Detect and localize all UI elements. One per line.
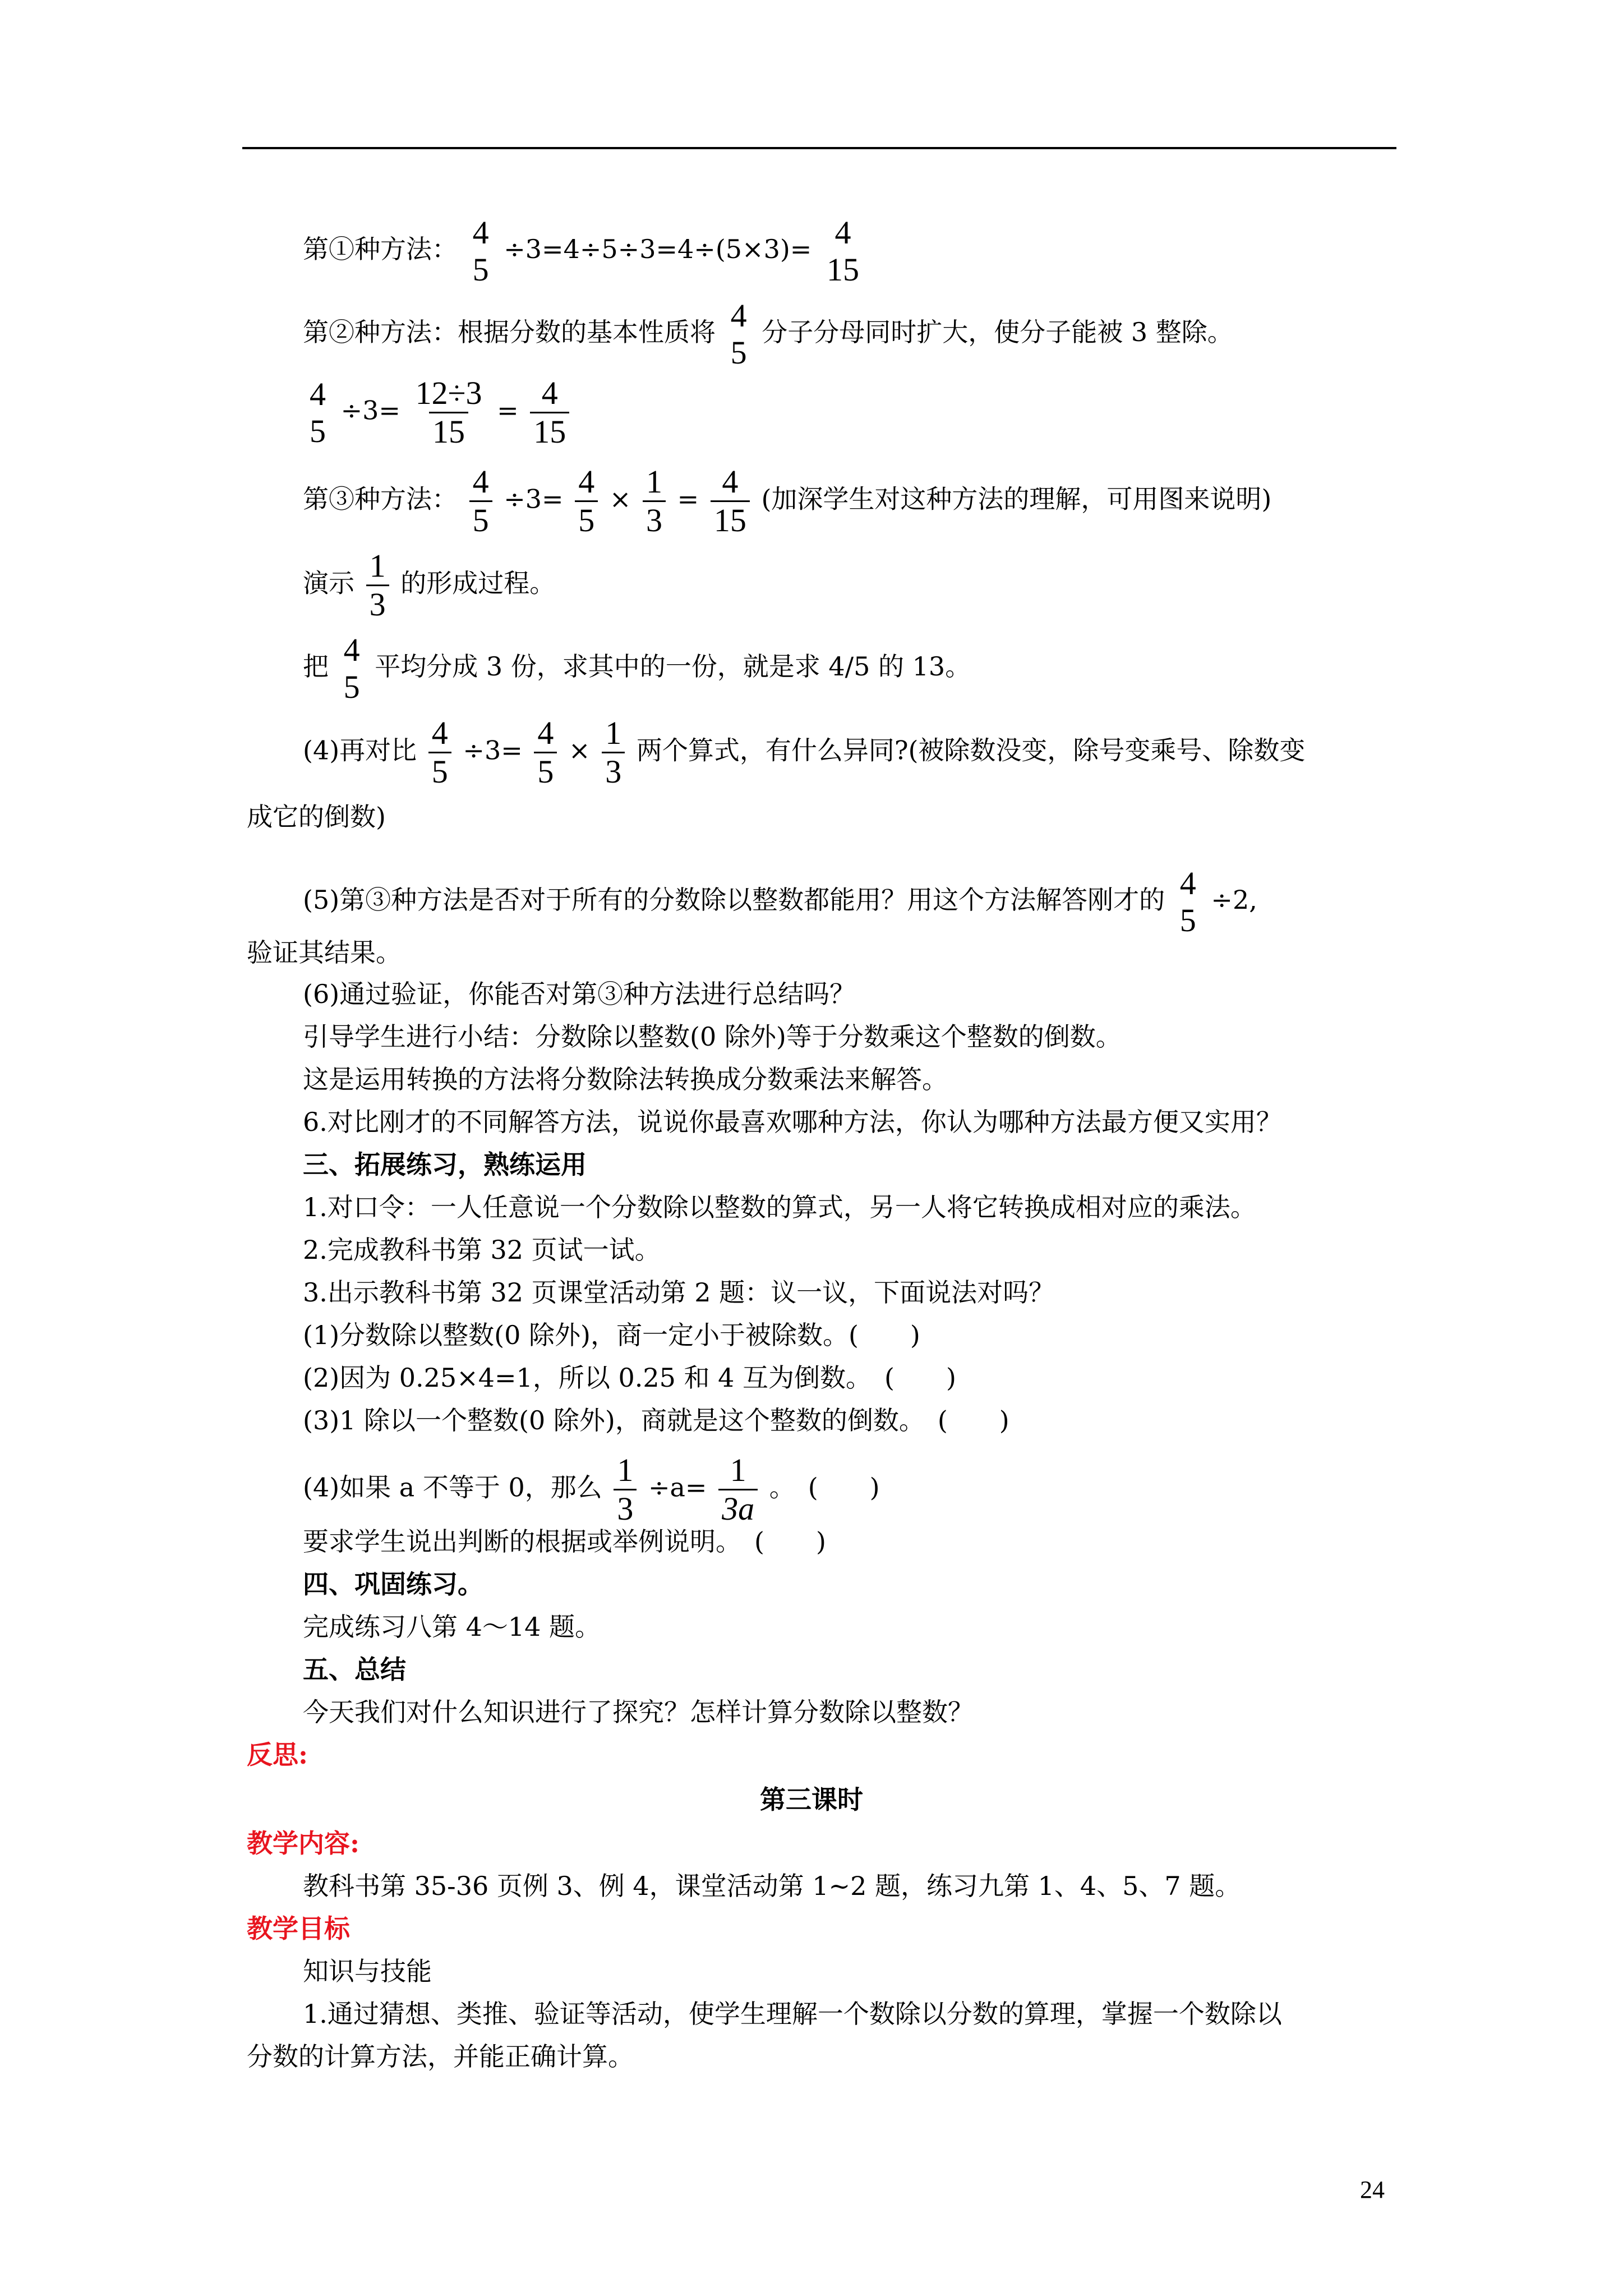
fraction: [602, 715, 625, 790]
fraction: [530, 375, 569, 450]
numerator: 1: [730, 1452, 746, 1488]
content-label: 教学内容:: [247, 1828, 359, 1858]
exercise-3: 3.出示教科书第 32 页课堂活动第 2 题：议一议，下面说法对吗？: [303, 1277, 1055, 1308]
text: (4)再对比: [303, 735, 417, 766]
skill-label: 知识与技能: [303, 1956, 432, 1986]
judge-3: (3)1 除以一个整数(0 除外)，商就是这个整数的倒数。 ( ): [303, 1405, 1009, 1435]
question-5: [303, 865, 1257, 939]
operator: ×: [569, 735, 591, 766]
summary-note: 这是运用转换的方法将分数除法转换成分数乘法来解答。: [303, 1064, 948, 1094]
operator: ÷a=: [648, 1472, 707, 1503]
operator: =: [497, 395, 519, 426]
denominator: 3: [602, 752, 625, 790]
numerator: 4: [472, 463, 489, 500]
question-4: [303, 715, 1305, 790]
numerator: 4: [541, 375, 558, 411]
operator: ÷3=: [463, 735, 523, 766]
numerator: 1: [617, 1452, 634, 1488]
expression: ÷3=4÷5÷3=4÷(5×3)=: [504, 234, 812, 264]
method-1: [303, 214, 866, 288]
content-text: 教科书第 35-36 页例 3、例 4，课堂活动第 1~2 题，练习九第 1、4、5、7 题。: [303, 1871, 1241, 1901]
text: 平均分成 3 份，求其中的一份，就是求 4/5 的 13。: [375, 651, 971, 682]
numerator: 4: [310, 375, 326, 412]
reflection-label: 反思:: [247, 1740, 308, 1770]
fraction: [469, 214, 492, 288]
numerator: 4: [431, 715, 448, 751]
fraction: [614, 1452, 637, 1527]
text: 两个算式，有什么异同?(被除数没变，除号变乘号、除数变: [636, 735, 1306, 766]
fraction: [428, 715, 451, 790]
fraction: [306, 376, 329, 450]
question-5-continued: 验证其结果。: [247, 937, 402, 968]
numerator: 1: [646, 463, 663, 500]
numerator: 4: [1179, 865, 1196, 901]
operator: ÷3=: [340, 395, 400, 426]
exercise-2: 2.完成教科书第 32 页试一试。: [303, 1235, 661, 1265]
header-rule: [242, 147, 1396, 149]
section-heading-5: 五、总结: [303, 1654, 406, 1685]
section-heading-3: 三、拓展练习，熟练运用: [303, 1149, 587, 1180]
numerator: 4: [730, 297, 747, 334]
numerator: 12÷3: [415, 375, 482, 411]
denominator: 5: [469, 500, 492, 539]
fraction: [469, 463, 492, 539]
denominator: 3: [614, 1489, 637, 1527]
numerator: 4: [578, 463, 595, 500]
numerator: 1: [605, 715, 622, 751]
denominator: 15: [530, 412, 569, 450]
page-number: 24: [1360, 2176, 1385, 2203]
numerator: 4: [343, 632, 360, 668]
numerator: 4: [537, 715, 554, 751]
text: 分子分母同时扩大，使分子能被 3 整除。: [762, 317, 1233, 347]
fraction: [727, 297, 750, 371]
text: 演示: [303, 568, 354, 599]
text: ÷2,: [1211, 885, 1257, 915]
fraction: [340, 632, 363, 706]
operator: ÷3=: [504, 484, 564, 514]
section-heading-4: 四、巩固练习。: [303, 1569, 483, 1599]
text: 把: [303, 651, 329, 682]
text: 。 ( ): [769, 1472, 880, 1503]
question-4-continued: 成它的倒数): [247, 802, 386, 832]
denominator: 15: [826, 251, 859, 288]
split-line: [303, 632, 971, 706]
method-2-calc: [303, 375, 573, 450]
denominator: 5: [1179, 902, 1196, 938]
method-3-label: 第③种方法：: [303, 484, 458, 514]
denominator: 5: [310, 412, 326, 449]
fraction: [1177, 865, 1200, 939]
fraction: [643, 463, 666, 539]
demo-line: [303, 547, 555, 623]
denominator: 15: [711, 500, 750, 539]
denominator: 5: [472, 251, 489, 288]
denominator: 5: [534, 752, 557, 790]
compare-methods: 6.对比刚才的不同解答方法，说说你最喜欢哪种方法，你认为哪种方法最方便又实用？: [303, 1107, 1282, 1137]
exercise-8: 完成练习八第 4～14 题。: [303, 1612, 601, 1642]
fraction: [575, 463, 598, 539]
denominator: 5: [343, 669, 360, 705]
fraction: [823, 214, 863, 288]
denominator: 3: [643, 500, 666, 539]
lesson-title: 第三课时: [760, 1784, 863, 1815]
exercise-1: 1.对口令：一人任意说一个分数除以整数的算式，另一人将它转换成相对应的乘法。: [303, 1192, 1256, 1222]
fraction: [366, 547, 389, 623]
judge-4: [303, 1452, 880, 1527]
operator: =: [677, 484, 699, 514]
text: 第②种方法：根据分数的基本性质将: [303, 317, 716, 347]
judge-2: (2)因为 0.25×4=1，所以 0.25 和 4 互为倒数。 ( ): [303, 1363, 956, 1393]
method-1-label: 第①种方法：: [303, 234, 458, 264]
fraction: [718, 1452, 758, 1527]
numerator: 4: [472, 214, 489, 251]
method-2: [303, 297, 1233, 371]
denominator: 5: [575, 500, 598, 539]
question-6: (6)通过验证，你能否对第③种方法进行总结吗？: [303, 979, 856, 1009]
text: (5)第③种方法是否对于所有的分数除以整数都能用？用这个方法解答刚才的: [303, 885, 1165, 915]
goal-1: 1.通过猜想、类推、验证等活动，使学生理解一个数除以分数的算理，掌握一个数除以: [303, 1999, 1282, 2029]
judge-1: (1)分数除以整数(0 除外)，商一定小于被除数。( ): [303, 1320, 920, 1350]
text: 的形成过程。: [400, 568, 556, 599]
summary-question: 今天我们对什么知识进行了探究？怎样计算分数除以整数？: [303, 1697, 974, 1727]
text: (4)如果 a 不等于 0，那么: [303, 1472, 602, 1503]
denominator: 5: [730, 334, 747, 371]
method-3: [303, 463, 1271, 539]
numerator: 1: [369, 547, 386, 584]
denominator: 15: [429, 412, 468, 450]
require-explain: 要求学生说出判断的根据或举例说明。 ( ): [303, 1526, 826, 1557]
operator: ×: [609, 484, 631, 514]
goal-1-continued: 分数的计算方法，并能正确计算。: [247, 2041, 634, 2072]
numerator: 4: [722, 463, 739, 500]
denominator: 3: [366, 585, 389, 623]
summary-guide: 引导学生进行小结：分数除以整数(0 除外)等于分数乘这个整数的倒数。: [303, 1022, 1122, 1052]
numerator: 4: [834, 214, 851, 251]
fraction: [412, 375, 486, 450]
fraction: [534, 715, 557, 790]
goal-label: 教学目标: [247, 1913, 350, 1944]
note: (加深学生对这种方法的理解，可用图来说明): [761, 484, 1272, 514]
denominator: 3a: [718, 1489, 758, 1527]
fraction: [711, 463, 750, 539]
denominator: 5: [428, 752, 451, 790]
